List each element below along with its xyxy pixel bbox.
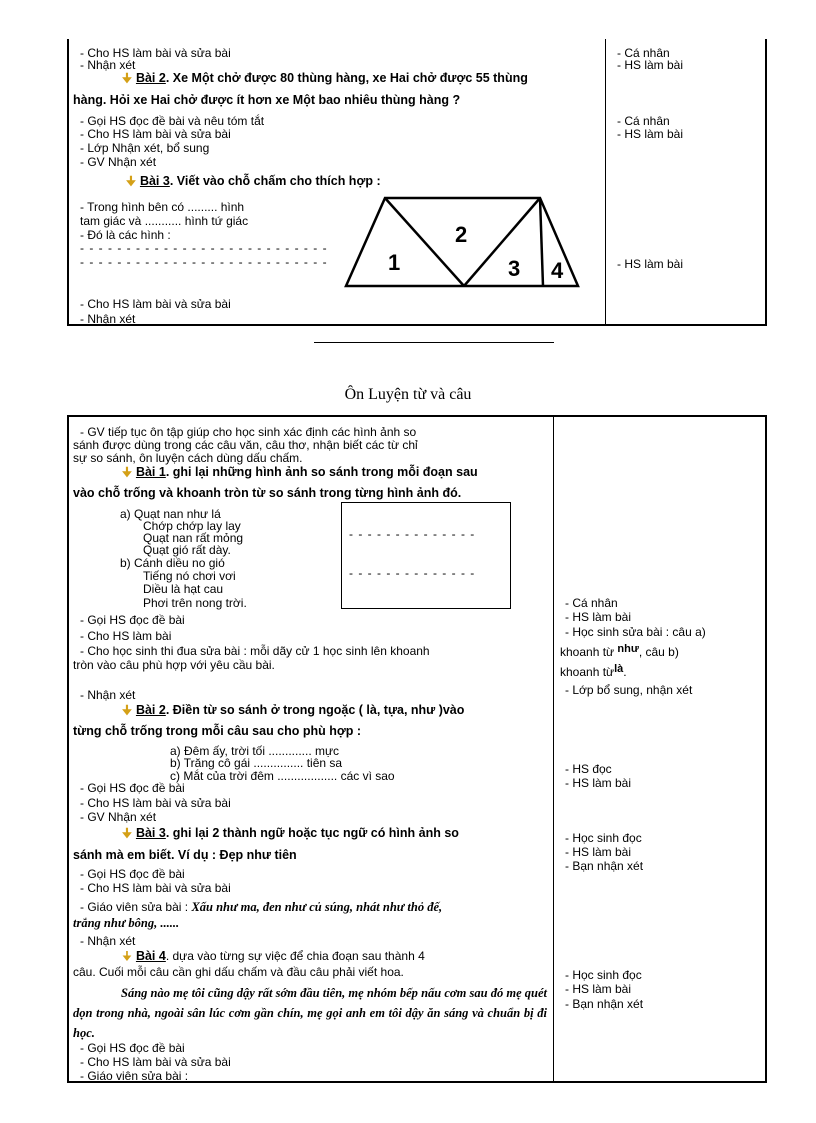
question-line: tam giác và ........... hình tứ giác	[80, 214, 249, 228]
exercise-4-heading: 🠋 Bài 4. dựa vào từng sự việc để chia đoạn sau thành 4	[122, 949, 425, 963]
activity-line: - HS làm bài	[565, 610, 632, 624]
activity-line: - HS làm bài	[617, 257, 684, 271]
activity-line: - HS làm bài	[565, 776, 632, 790]
figure-label-2: 2	[455, 222, 468, 247]
exercise-4-passage: Sáng nào mẹ tôi cũng dậy rất sớm đầu tiên, mẹ nhóm bếp nấu cơm sau đó mẹ quét dọn trong nhà, ngoài sân lúc cơm gần chín, mẹ gọi anh em tôi dậy ăn sáng và chuẩn bị đi học.	[73, 986, 547, 1040]
text-line: - Cho học sinh thi đua sửa bài : mỗi dãy cử 1 học sinh lên khoanh	[80, 644, 430, 658]
activity-line: khoanh từlà.	[560, 663, 627, 679]
text-line: - Cho HS làm bài và sửa bài	[80, 1055, 231, 1069]
text-line: - Giáo viên sửa bài :	[80, 1069, 189, 1083]
question-line: - Trong hình bên có ......... hình	[80, 200, 245, 214]
activity-line: - Cá nhân	[617, 46, 670, 60]
poem-line: Tiếng nó chơi vơi	[143, 569, 236, 583]
poem-line: Phơi trên nong trời.	[143, 596, 247, 610]
text-line: - Nhận xét	[80, 312, 136, 326]
text-line: - Nhận xét	[80, 688, 136, 702]
text-line: - Cho HS làm bài và sửa bài	[80, 46, 231, 60]
figure-line	[540, 198, 543, 286]
trapezoid-figure	[340, 190, 590, 290]
column-divider	[553, 417, 554, 1081]
exercise-3-text: sánh mà em biết. Ví dụ : Đẹp như tiên	[73, 848, 297, 862]
answer-dashes: - - - - - - - - - - - - - - - - - - - - - - - - - - -	[80, 241, 328, 255]
pin-icon: 🠋	[122, 703, 132, 717]
text-line: - Gọi HS đọc đề bài	[80, 1041, 185, 1055]
activity-line: - HS làm bài	[565, 845, 632, 859]
teacher-answer-line: trắng như bông, ......	[73, 916, 180, 930]
text-line: - Cho HS làm bài và sửa bài	[80, 796, 231, 810]
pin-icon: 🠋	[122, 71, 132, 85]
activity-line: - Lớp bổ sung, nhận xét	[565, 683, 693, 697]
activity-line: - Học sinh đọc	[565, 968, 642, 982]
text-line: - Nhận xét	[80, 934, 136, 948]
pin-icon: 🠋	[126, 174, 136, 188]
teacher-answer-line: - Giáo viên sửa bài : Xấu như ma, đen như củ súng, nhát như thỏ đế,	[80, 900, 443, 914]
text-line: - Cho HS làm bài	[80, 629, 172, 643]
activity-line: khoanh từ như, câu b)	[560, 643, 679, 659]
activity-line: - HS làm bài	[617, 58, 684, 72]
activity-line: - Bạn nhận xét	[565, 859, 644, 873]
text-line: - GV Nhận xét	[80, 155, 157, 169]
activity-line: - HS đọc	[565, 762, 612, 776]
exercise-2-text: từng chỗ trống trong mỗi câu sau cho phù hợp :	[73, 724, 362, 738]
figure-label-4: 4	[551, 258, 564, 283]
text-line: - Gọi HS đọc đề bài	[80, 867, 185, 881]
answer-box	[341, 502, 511, 609]
poem-line: Quạt gió rất dày.	[143, 543, 231, 557]
text-line: - Lớp Nhận xét, bổ sung	[80, 141, 210, 155]
text-line: tròn vào câu phù hợp với yêu cầu bài.	[73, 658, 275, 672]
text-line: - Gọi HS đọc đề bài và nêu tóm tắt	[80, 114, 265, 128]
pin-icon: 🠋	[122, 465, 132, 479]
activity-line: - Học sinh sửa bài : câu a)	[565, 625, 706, 639]
text-line: - Gọi HS đọc đề bài	[80, 781, 185, 795]
activity-line: - HS làm bài	[565, 982, 632, 996]
text-line: - Cho HS làm bài và sửa bài	[80, 881, 231, 895]
poem-line: Diều là hạt cau	[143, 582, 224, 596]
text-line: - Gọi HS đọc đề bài	[80, 613, 185, 627]
question-line: - Đó là các hình :	[80, 228, 171, 242]
exercise-2-text: hàng. Hỏi xe Hai chở được ít hơn xe Một bao nhiêu thùng hàng ?	[73, 93, 461, 107]
text-line: - Cho HS làm bài và sửa bài	[80, 297, 231, 311]
sentence-line: c) Mắt của trời đêm .................. các vì sao	[170, 769, 395, 783]
exercise-2-heading: 🠋 Bài 2. Xe Một chở được 80 thùng hàng, xe Hai chở được 55 thùng	[122, 71, 528, 85]
exercise-4-text: câu. Cuối mỗi câu cần ghi dấu chấm và đầu câu phải viết hoa.	[73, 965, 404, 979]
sentence-line: b) Trăng cô gái ............... tiên sa	[170, 756, 343, 770]
exercise-1-heading: 🠋 Bài 1. ghi lại những hình ảnh so sánh trong mỗi đoạn sau	[122, 465, 478, 479]
section-title: Ôn Luyện từ và câu	[344, 386, 472, 403]
exercise-3-heading: 🠋 Bài 3. Viết vào chỗ chấm cho thích hợp :	[126, 174, 381, 188]
poem-line: Quạt nan rất mỏng	[143, 531, 244, 545]
activity-line: - Bạn nhận xét	[565, 997, 644, 1011]
intro-line: - GV tiếp tục ôn tập giúp cho học sinh xác định các hình ảnh so	[80, 425, 417, 439]
figure-label-1: 1	[388, 250, 401, 275]
activity-line: - Cá nhân	[617, 114, 670, 128]
activity-line: - HS làm bài	[617, 127, 684, 141]
intro-line: sự so sánh, ôn luyện cách dùng dấu chấm.	[73, 451, 303, 465]
activity-line: - Cá nhân	[565, 596, 618, 610]
answer-dashes: - - - - - - - - - - - - - - - - - - - - - - - - - - -	[80, 255, 328, 269]
pin-icon: 🠋	[122, 826, 132, 840]
exercise-3-heading: 🠋 Bài 3. ghi lại 2 thành ngữ hoặc tục ngữ có hình ảnh so	[122, 826, 459, 840]
text-line: - Cho HS làm bài và sửa bài	[80, 127, 231, 141]
figure-label-3: 3	[508, 256, 521, 281]
column-divider	[605, 39, 606, 324]
answer-dashes: - - - - - - - - - - - - - -	[349, 566, 476, 580]
activity-line: - Học sinh đọc	[565, 831, 642, 845]
intro-line: sánh được dùng trong các câu văn, câu thơ, nhận biết các từ chỉ	[73, 438, 418, 452]
exercise-1-text: vào chỗ trống và khoanh tròn từ so sánh trong từng hình ảnh đó.	[73, 486, 462, 500]
figure-line	[464, 198, 540, 286]
poem-line: Chớp chớp lay lay	[143, 519, 241, 533]
poem-line: a) Quạt nan như lá	[120, 507, 221, 521]
pin-icon: 🠋	[122, 949, 132, 963]
exercise-2-heading: 🠋 Bài 2. Điền từ so sánh ở trong ngoặc ( là, tựa, như )vào	[122, 703, 465, 717]
separator-line	[314, 342, 554, 343]
text-line: - Nhận xét	[80, 58, 136, 72]
sentence-line: a) Đêm ấy, trời tối ............. mực	[170, 744, 340, 758]
poem-line: b) Cánh diều no gió	[120, 556, 225, 570]
answer-dashes: - - - - - - - - - - - - - -	[349, 527, 476, 541]
text-line: - GV Nhận xét	[80, 810, 157, 824]
